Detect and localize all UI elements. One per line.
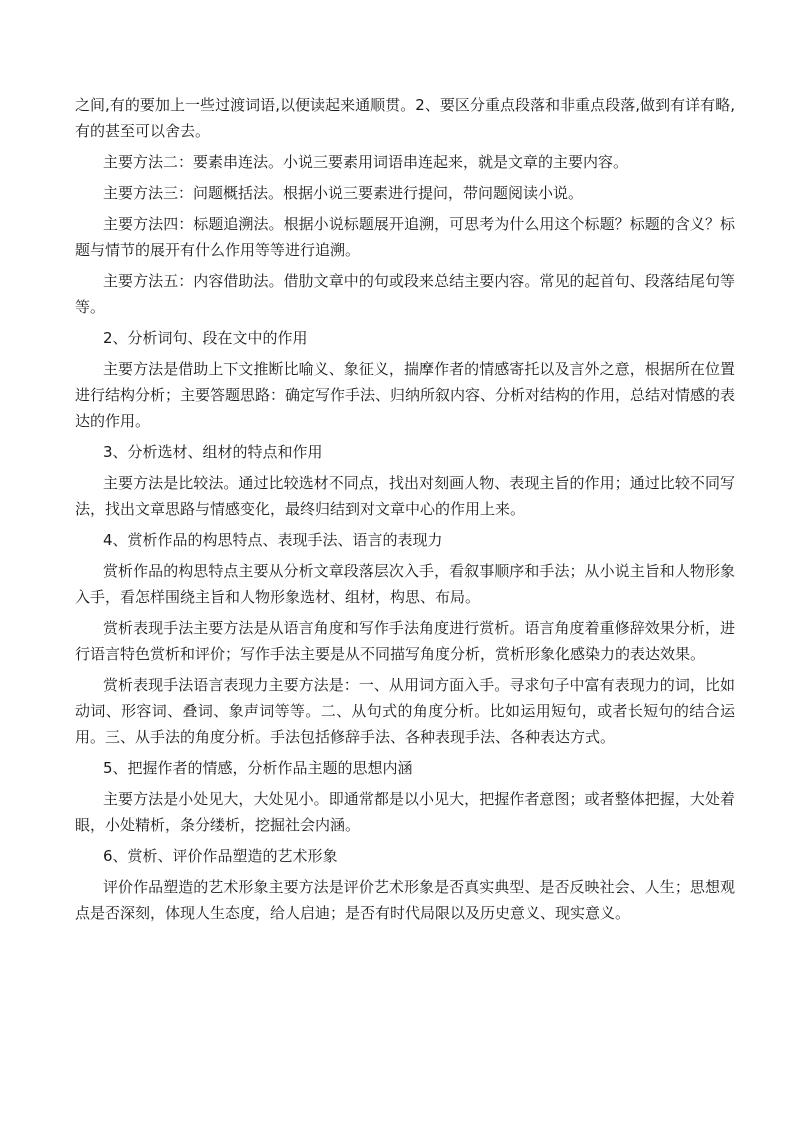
section-heading: 4、赏析作品的构思特点、表现手法、语言的表现力 — [103, 531, 443, 549]
paragraph: 赏析表现手法主要方法是从语言角度和写作手法角度进行赏析。语言角度着重修辞效果分析，进行语言特色赏析和评价；写作手法主要是从不同描写角度分析，赏析形象化感染力的表达效果。 — [75, 619, 735, 663]
section-heading: 5、把握作者的情感，分析作品主题的思想内涵 — [103, 759, 413, 777]
section-heading: 3、分析选材、组材的特点和作用 — [103, 443, 323, 461]
document-page — [75, 92, 735, 931]
paragraph: 主要方法是比较法。通过比较选材不同点，找出对刻画人物、表现主旨的作用；通过比较不同写法，找出文章思路与情感变化，最终归结到对文章中心的作用上来。 — [75, 474, 735, 518]
section-heading: 6、赏析、评价作品塑造的艺术形象 — [103, 847, 338, 865]
paragraph: 赏析作品的构思特点主要从分析文章段落层次入手，看叙事顺序和手法；从小说主旨和人物形象入手，看怎样围绕主旨和人物形象选材、组材，构思、布局。 — [75, 562, 735, 606]
section-heading: 2、分析词句、段在文中的作用 — [103, 329, 308, 347]
paragraph: 主要方法是借助上下文推断比喻义、象征义，揣摩作者的情感寄托以及言外之意，根据所在位置进行结构分析；主要答题思路：确定写作手法、归纳所叙内容、分析对结构的作用，总结对情感的表达的作用。 — [75, 360, 736, 430]
paragraph: 主要方法五：内容借助法。借肋文章中的句或段来总结主要内容。常见的起首句、段落结尾句等等。 — [75, 272, 735, 316]
paragraph: 主要方法二：要素串连法。小说三要素用词语串连起来，就是文章的主要内容。 — [103, 153, 629, 171]
paragraph: 评价作品塑造的艺术形象主要方法是评价艺术形象是否真实典型、是否反映社会、人生；思想观点是否深刻，体现人生态度，给人启迪；是否有时代局限以及历史意义、现实意义。 — [75, 878, 735, 922]
paragraph: 赏析表现手法语言表现力主要方法是：一、从用词方面入手。寻求句子中富有表现力的词，比如动词、形容词、叠词、象声词等等。二、从句式的角度分析。比如运用短句，或者长短句的结合运用。三、从手法的角度分析。手法包括修辞手法、各种表现手法、各种表达方式。 — [75, 676, 735, 746]
paragraph: 主要方法三：问题概括法。根据小说三要素进行提问，带问题阅读小说。 — [103, 184, 584, 202]
paragraph: 主要方法是小处见大，大处见小。即通常都是以小见大，把握作者意图；或者整体把握，大处着眼，小处精析，条分缕析，挖掘社会内涵。 — [75, 790, 735, 834]
paragraph: 主要方法四：标题追溯法。根据小说标题展开追溯，可思考为什么用这个标题？标题的含义？标题与情节的展开有什么作用等等进行追溯。 — [75, 215, 735, 259]
paragraph: 之间,有的要加上一些过渡词语,以便读起来通顺贯。2、要区分重点段落和非重点段落,做到有详有略,有的甚至可以舍去。 — [75, 96, 735, 140]
